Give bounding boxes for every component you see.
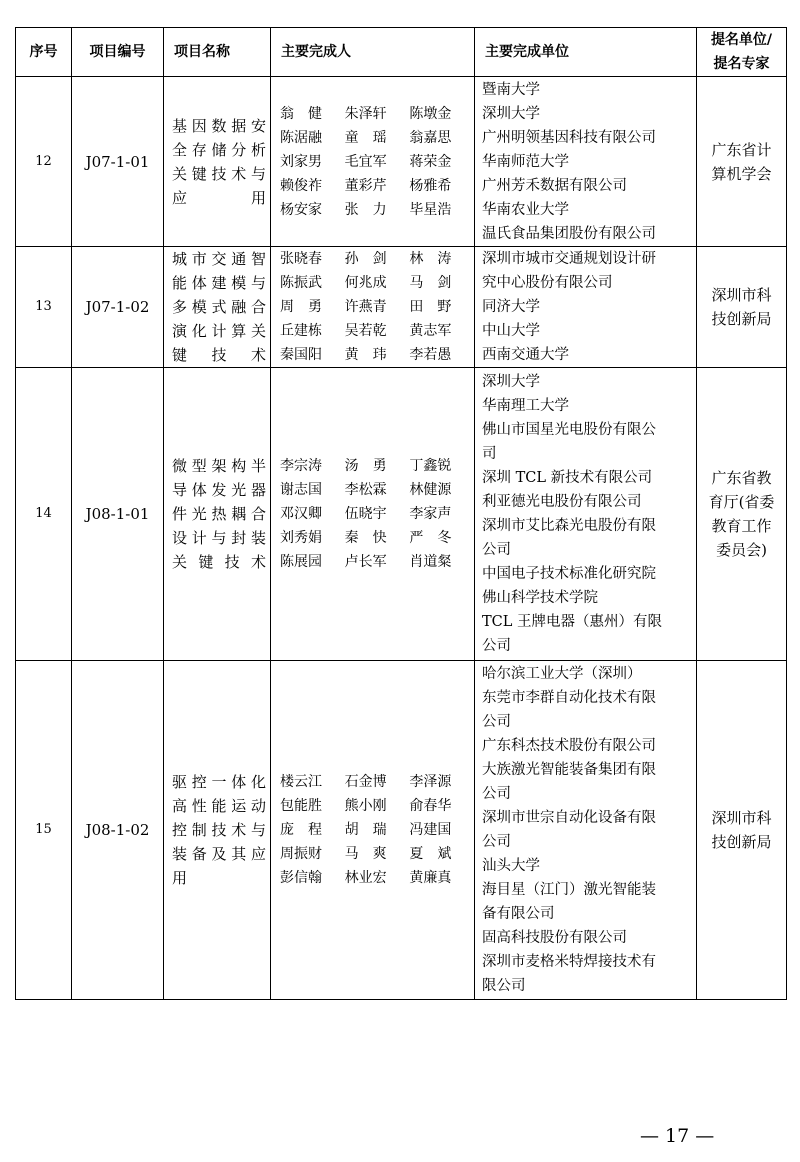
cell-code: J07-1-01 xyxy=(72,77,164,247)
cell-units xyxy=(475,368,697,661)
project-name-line: 用 xyxy=(172,869,188,887)
cell-people xyxy=(271,661,475,1000)
project-name-line: 关键技术与 xyxy=(172,164,266,183)
unit-line: 东莞市李群自动化技术有限 xyxy=(482,690,656,706)
unit-line: TCL 王牌电器（惠州）有限 xyxy=(482,614,663,630)
person-name: 冯建国 xyxy=(409,822,452,838)
cell-units xyxy=(475,77,697,247)
table-header-row xyxy=(16,28,787,77)
cell-seq: 13 xyxy=(16,247,72,368)
people-line xyxy=(280,770,474,794)
person-name: 楼云江 xyxy=(280,774,322,790)
cell-nominator xyxy=(697,77,787,247)
unit-line: 同济大学 xyxy=(482,299,540,315)
unit-line: 深圳大学 xyxy=(482,374,540,390)
nominator-line: 育厅(省委 xyxy=(708,493,775,511)
unit-line: 深圳市城市交通规划设计研 xyxy=(482,251,656,267)
project-name-line: 导体发光器 xyxy=(172,481,266,499)
unit-line: 佛山市国星光电股份有限公 xyxy=(482,422,656,438)
unit-line: 司 xyxy=(482,446,497,462)
person-name: 李松霖 xyxy=(344,482,387,498)
unit-line: 公司 xyxy=(482,638,511,654)
person-name: 李若愚 xyxy=(409,347,452,363)
nominator-line: 深圳市科 xyxy=(711,286,772,304)
project-name-line: 关键技术 xyxy=(172,553,266,571)
unit-line: 深圳大学 xyxy=(482,105,540,122)
table-row xyxy=(16,77,787,247)
people-line xyxy=(280,794,474,818)
person-name: 刘秀娟 xyxy=(280,530,322,546)
unit-line: 中国电子技术标准化研究院 xyxy=(482,566,656,582)
cell-project-name xyxy=(164,77,271,247)
person-name: 包能胜 xyxy=(280,798,322,814)
cell-project-name xyxy=(164,247,271,368)
awards-table xyxy=(15,27,787,1000)
project-name-line: 高性能运动 xyxy=(172,797,266,815)
page-number: — 17 — xyxy=(640,1125,715,1147)
cell-seq: 15 xyxy=(16,661,72,1000)
header-nominator xyxy=(697,28,787,77)
person-name: 许燕青 xyxy=(344,299,387,315)
person-name: 孙 剑 xyxy=(344,251,387,267)
person-name: 黄志军 xyxy=(409,323,452,339)
person-name: 伍晓宇 xyxy=(344,506,387,522)
person-name: 刘家男 xyxy=(280,153,322,170)
unit-line: 暨南大学 xyxy=(482,81,540,98)
project-name-line: 设计与封装 xyxy=(172,529,266,547)
person-name: 翁 健 xyxy=(280,105,322,122)
header-nominator-line-2: 提名专家 xyxy=(713,56,770,72)
cell-seq: 14 xyxy=(16,368,72,661)
person-name: 毛宜军 xyxy=(344,153,387,170)
people-line xyxy=(280,126,474,150)
header-people: 主要完成人 xyxy=(271,28,475,77)
person-name: 杨安家 xyxy=(280,201,322,218)
person-name: 林 涛 xyxy=(409,251,452,267)
person-name: 毕星浩 xyxy=(409,201,452,218)
unit-line: 公司 xyxy=(482,786,511,802)
table-row xyxy=(16,247,787,368)
nominator-line: 广东省计 xyxy=(711,140,772,159)
people-line xyxy=(280,526,474,550)
person-name: 胡 瑞 xyxy=(344,822,387,838)
unit-line: 佛山科学技术学院 xyxy=(482,590,598,606)
person-name: 秦 快 xyxy=(344,530,387,546)
cell-project-name xyxy=(164,368,271,661)
people-line xyxy=(280,150,474,174)
person-name: 夏 斌 xyxy=(409,846,452,862)
unit-line: 温氏食品集团股份有限公司 xyxy=(482,225,656,242)
unit-line: 广州芳禾数据有限公司 xyxy=(482,177,627,194)
people-line xyxy=(280,319,474,343)
nominator-line: 广东省教 xyxy=(711,469,772,487)
person-name: 赖俊祚 xyxy=(280,177,322,194)
people-line xyxy=(280,247,474,271)
cell-nominator xyxy=(697,247,787,368)
unit-line: 固高科技股份有限公司 xyxy=(482,930,627,946)
person-name: 庞 程 xyxy=(280,822,322,838)
people-line xyxy=(280,102,474,126)
person-name: 吴若乾 xyxy=(344,323,387,339)
people-line xyxy=(280,818,474,842)
people-line xyxy=(280,550,474,574)
unit-line: 哈尔滨工业大学（深圳） xyxy=(482,666,642,682)
unit-line: 公司 xyxy=(482,834,511,850)
project-name-line: 驱控一体化 xyxy=(172,773,266,791)
person-name: 陈展园 xyxy=(280,554,322,570)
cell-code: J08-1-02 xyxy=(72,661,164,1000)
person-name: 周 勇 xyxy=(280,299,322,315)
unit-line: 西南交通大学 xyxy=(482,347,569,363)
person-name: 陈振武 xyxy=(280,275,322,291)
person-name: 周振财 xyxy=(280,846,322,862)
unit-line: 广东科杰技术股份有限公司 xyxy=(482,738,656,754)
cell-nominator xyxy=(697,661,787,1000)
table-row xyxy=(16,661,787,1000)
project-name-line: 件光热耦合 xyxy=(172,505,266,523)
person-name: 李宗涛 xyxy=(280,458,322,474)
unit-line: 公司 xyxy=(482,714,511,730)
person-name: 黄 玮 xyxy=(344,347,387,363)
unit-line: 中山大学 xyxy=(482,323,540,339)
cell-people xyxy=(271,368,475,661)
person-name: 林业宏 xyxy=(344,870,387,886)
person-name: 林健源 xyxy=(409,482,452,498)
unit-line: 华南农业大学 xyxy=(482,201,569,218)
unit-line: 深圳 TCL 新技术有限公司 xyxy=(482,470,653,486)
person-name: 翁嘉思 xyxy=(409,129,452,146)
person-name: 秦国阳 xyxy=(280,347,322,363)
unit-line: 利亚德光电股份有限公司 xyxy=(482,494,642,510)
person-name: 黄廉真 xyxy=(409,870,452,886)
person-name: 丘建栋 xyxy=(280,323,322,339)
header-code: 项目编号 xyxy=(72,28,164,77)
unit-line: 华南师范大学 xyxy=(482,153,569,170)
unit-line: 究中心股份有限公司 xyxy=(482,275,613,291)
nominator-line: 深圳市科 xyxy=(711,809,772,827)
person-name: 马 爽 xyxy=(344,846,387,862)
person-name: 田 野 xyxy=(409,299,452,315)
person-name: 何兆成 xyxy=(344,275,387,291)
nominator-line: 委员会) xyxy=(716,541,767,559)
person-name: 张晓春 xyxy=(280,251,322,267)
people-line xyxy=(280,502,474,526)
cell-people xyxy=(271,77,475,247)
people-line xyxy=(280,198,474,222)
project-name-line: 城市交通智 xyxy=(172,250,266,268)
people-line xyxy=(280,295,474,319)
cell-units xyxy=(475,247,697,368)
header-units: 主要完成单位 xyxy=(475,28,697,77)
project-name-line: 演化计算关 xyxy=(172,322,266,340)
person-name: 汤 勇 xyxy=(344,458,387,474)
cell-seq: 12 xyxy=(16,77,72,247)
person-name: 卢长军 xyxy=(344,554,387,570)
project-name-line: 能体建模与 xyxy=(172,274,266,292)
header-name: 项目名称 xyxy=(164,28,271,77)
person-name: 蒋荣金 xyxy=(409,153,452,170)
unit-line: 深圳市麦格米特焊接技术有 xyxy=(482,954,656,970)
cell-code: J08-1-01 xyxy=(72,368,164,661)
cell-people xyxy=(271,247,475,368)
people-line xyxy=(280,174,474,198)
project-name-line: 全存储分析 xyxy=(172,140,266,159)
project-name-line: 基因数据安 xyxy=(172,116,266,135)
unit-line: 公司 xyxy=(482,542,511,558)
table-row xyxy=(16,368,787,661)
unit-line: 限公司 xyxy=(482,978,526,994)
unit-line: 华南理工大学 xyxy=(482,398,569,414)
person-name: 肖道粲 xyxy=(409,554,452,570)
person-name: 谢志国 xyxy=(280,482,322,498)
cell-project-name xyxy=(164,661,271,1000)
people-line xyxy=(280,842,474,866)
cell-nominator xyxy=(697,368,787,661)
person-name: 朱泽轩 xyxy=(344,105,387,122)
unit-line: 深圳市艾比森光电股份有限 xyxy=(482,518,656,534)
person-name: 马 剑 xyxy=(409,275,452,291)
header-nominator-line-1: 提名单位/ xyxy=(710,32,773,48)
person-name: 熊小刚 xyxy=(344,798,387,814)
people-line xyxy=(280,454,474,478)
person-name: 严 冬 xyxy=(409,530,452,546)
nominator-line: 技创新局 xyxy=(711,310,772,328)
nominator-line: 教育工作 xyxy=(711,517,772,535)
cell-units xyxy=(475,661,697,1000)
nominator-line: 技创新局 xyxy=(711,833,772,851)
people-line xyxy=(280,343,474,367)
person-name: 童 瑶 xyxy=(344,129,387,146)
unit-line: 大族激光智能装备集团有限 xyxy=(482,762,656,778)
cell-code: J07-1-02 xyxy=(72,247,164,368)
project-name-line: 应用 xyxy=(172,188,266,207)
person-name: 邓汉卿 xyxy=(280,506,322,522)
person-name: 彭信翰 xyxy=(280,870,322,886)
unit-line: 广州明领基因科技有限公司 xyxy=(482,129,656,146)
unit-line: 备有限公司 xyxy=(482,906,555,922)
person-name: 张 力 xyxy=(344,201,387,218)
person-name: 陈涺融 xyxy=(280,129,322,146)
person-name: 陈墩金 xyxy=(409,105,452,122)
unit-line: 海目星（江门）激光智能装 xyxy=(482,882,656,898)
person-name: 李家声 xyxy=(409,506,452,522)
nominator-line: 算机学会 xyxy=(711,164,772,183)
person-name: 丁鑫锐 xyxy=(409,458,452,474)
person-name: 杨雅希 xyxy=(409,177,452,194)
person-name: 俞春华 xyxy=(409,798,452,814)
project-name-line: 微型架构半 xyxy=(172,457,266,475)
project-name-line: 多模式融合 xyxy=(172,298,266,316)
person-name: 李泽源 xyxy=(409,774,452,790)
project-name-line: 键技术 xyxy=(172,346,266,364)
person-name: 董彩芹 xyxy=(344,177,387,194)
person-name: 石金博 xyxy=(344,774,387,790)
unit-line: 深圳市世宗自动化设备有限 xyxy=(482,810,656,826)
project-name-line: 控制技术与 xyxy=(172,821,266,839)
people-line xyxy=(280,866,474,890)
people-line xyxy=(280,478,474,502)
people-line xyxy=(280,271,474,295)
header-seq: 序号 xyxy=(16,28,72,77)
unit-line: 汕头大学 xyxy=(482,858,540,874)
project-name-line: 装备及其应 xyxy=(172,845,266,863)
